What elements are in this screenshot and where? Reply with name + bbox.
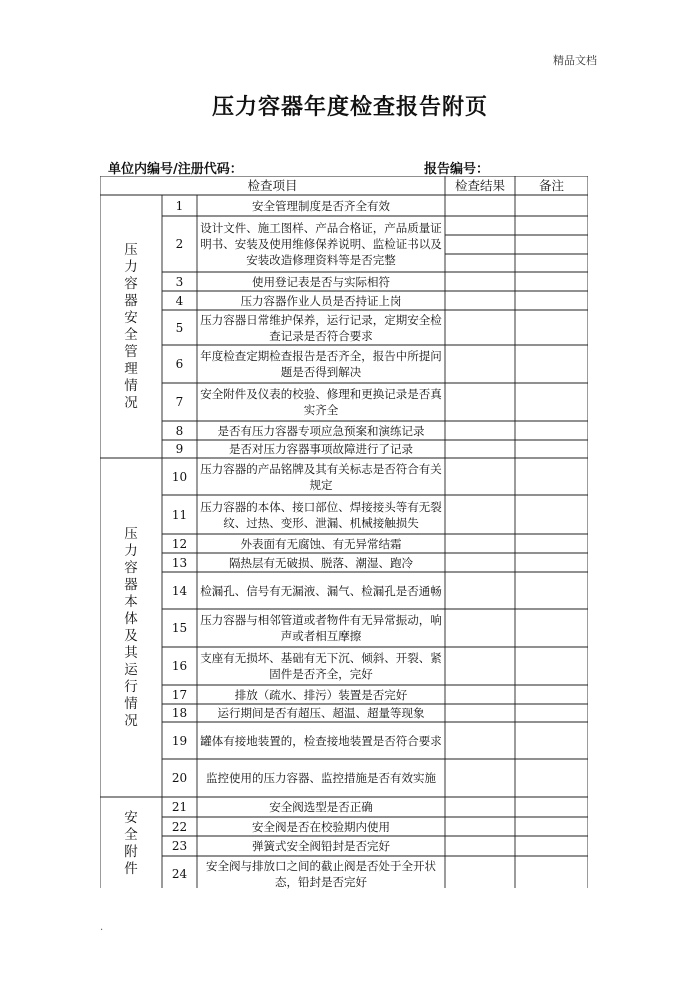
row-result-cell [445, 553, 515, 572]
row-result-cell [445, 572, 515, 609]
row-remark-cell [515, 345, 588, 383]
row-remark-cell [515, 216, 588, 272]
row-item-text: 弹簧式安全阀铅封是否完好 [252, 839, 390, 853]
row-number: 13 [171, 555, 188, 570]
row-item-text: 压力容器的产品铭牌及其有关标志是否符合有关规定 [200, 461, 442, 492]
row-remark-cell [515, 572, 588, 609]
row-remark-cell [515, 440, 588, 458]
row-number: 24 [171, 866, 188, 881]
row-number: 1 [175, 198, 184, 213]
row-number: 9 [175, 442, 184, 456]
row-number: 17 [171, 687, 188, 702]
row-number: 18 [171, 706, 188, 720]
row-result-cell [445, 609, 515, 647]
row-item-text: 压力容器作业人员是否持证上岗 [240, 293, 402, 308]
category-label: 安 全 附 件 [124, 810, 138, 877]
row-result-cell [445, 440, 515, 458]
row-result-cell [445, 817, 515, 836]
row-result-cell [445, 534, 515, 553]
row-result-cell [445, 216, 515, 272]
row-number: 5 [175, 320, 184, 335]
row-item-text: 安全附件及仪表的校验、修理和更换记录是否真实齐全 [200, 387, 442, 417]
row-remark-cell [515, 797, 588, 817]
header-item: 检查项目 [247, 177, 298, 193]
row-item-text: 压力容器的本体、接口部位、焊接接头等有无裂纹、过热、变形、泄漏、机械接触损失 [200, 499, 442, 530]
row-result-cell [445, 797, 515, 817]
row-item-text: 罐体有接地装置的，检查接地装置是否符合要求 [200, 733, 442, 748]
row-result-cell [445, 383, 515, 421]
row-remark-cell [515, 722, 588, 759]
row-number: 6 [175, 357, 184, 371]
row-result-cell [445, 310, 515, 345]
row-item-text: 年度检查定期检查报告是否齐全，报告中所提问题是否得到解决 [200, 349, 442, 379]
row-number: 22 [171, 819, 188, 834]
row-remark-cell [515, 272, 588, 291]
row-number: 2 [175, 237, 184, 251]
unit-code-label: 单位内编号/注册代码： [108, 162, 243, 177]
row-number: 16 [171, 659, 188, 673]
row-result-cell [445, 291, 515, 310]
row-result-cell [445, 759, 515, 797]
row-number: 3 [175, 274, 184, 289]
row-number: 21 [171, 800, 188, 814]
row-number: 4 [175, 293, 184, 308]
row-result-cell [445, 495, 515, 534]
row-result-cell [445, 272, 515, 291]
row-number: 15 [171, 621, 188, 635]
row-remark-cell [515, 817, 588, 836]
row-remark-cell [515, 458, 588, 495]
row-item-text: 支座有无损坏、基础有无下沉、倾斜、开裂、紧固件是否齐全，完好 [200, 651, 442, 681]
row-remark-cell [515, 836, 588, 856]
row-item-text: 检漏孔、信号有无漏液、漏气、检漏孔是否通畅 [200, 583, 442, 598]
footer-mark: . [100, 922, 104, 933]
row-remark-cell [515, 609, 588, 647]
row-remark-cell [515, 856, 588, 891]
row-item-text: 排放（疏水、排污）装置是否完好 [234, 687, 408, 702]
row-remark-cell [515, 553, 588, 572]
row-item-text: 设计文件、施工图样、产品合格证，产品质量证明书、安装及使用维修保养说明、监检证书以及安装改造修理资料等是否完整 [200, 221, 442, 267]
row-result-cell [445, 685, 515, 704]
row-result-cell [445, 421, 515, 440]
header-result: 检查结果 [454, 177, 505, 193]
row-number: 23 [171, 839, 188, 853]
row-result-cell [445, 345, 515, 383]
row-number: 12 [171, 536, 188, 551]
report-number-label: 报告编号： [424, 162, 490, 177]
row-item-text: 是否有压力容器专项应急预案和演练记录 [217, 423, 425, 438]
row-remark-cell [515, 383, 588, 421]
row-number: 19 [171, 733, 188, 748]
row-remark-cell [515, 421, 588, 440]
row-number: 10 [171, 469, 188, 484]
row-result-cell [445, 195, 515, 216]
row-result-cell [445, 704, 515, 722]
row-remark-cell [515, 195, 588, 216]
row-item-text: 使用登记表是否与实际相符 [252, 274, 390, 289]
row-item-text: 是否对压力容器事项故障进行了记录 [229, 442, 413, 456]
header-remark: 备注 [538, 177, 564, 193]
row-item-text: 运行期间是否有超压、超温、超量等现象 [217, 706, 425, 720]
row-remark-cell [515, 495, 588, 534]
row-item-text: 压力容器与相邻管道或者物件有无异常振动，响声或者相互摩擦 [200, 613, 442, 643]
row-item-text: 安全阀与排放口之间的截止阀是否处于全开状态，铅封是否完好 [206, 858, 436, 889]
row-item-text: 安全阀选型是否正确 [269, 800, 373, 814]
row-number: 11 [171, 507, 188, 522]
row-item-text: 外表面有无腐蚀、有无异常结霜 [240, 536, 402, 551]
page-title: 压力容器年度检查报告附页 [211, 95, 488, 120]
row-number: 14 [171, 583, 188, 598]
category-label: 压 力 容 器 本 体 及 其 运 行 情 况 [124, 525, 138, 729]
row-remark-cell [515, 759, 588, 797]
row-result-cell [445, 722, 515, 759]
row-number: 7 [175, 395, 184, 409]
inspection-table [100, 176, 588, 888]
row-item-text: 安全管理制度是否齐全有效 [252, 198, 390, 213]
row-number: 20 [171, 771, 188, 785]
row-remark-cell [515, 704, 588, 722]
row-result-cell [445, 856, 515, 891]
row-remark-cell [515, 685, 588, 704]
row-result-cell [445, 458, 515, 495]
row-remark-cell [515, 534, 588, 553]
watermark-label: 精品文档 [553, 54, 597, 67]
row-remark-cell [515, 310, 588, 345]
category-label: 压 力 容 器 安 全 管 理 情 况 [124, 241, 138, 411]
row-item-text: 安全阀是否在校验期内使用 [252, 819, 390, 834]
row-result-cell [445, 836, 515, 856]
row-remark-cell [515, 647, 588, 685]
row-item-text: 监控使用的压力容器、监控措施是否有效实施 [206, 771, 436, 785]
row-item-text: 压力容器日常维护保养，运行记录，定期安全检查记录是否符合要求 [200, 312, 442, 343]
row-number: 8 [175, 423, 184, 438]
row-result-cell [445, 647, 515, 685]
row-remark-cell [515, 291, 588, 310]
row-item-text: 隔热层有无破损、脱落、潮湿、跑冷 [229, 555, 413, 570]
